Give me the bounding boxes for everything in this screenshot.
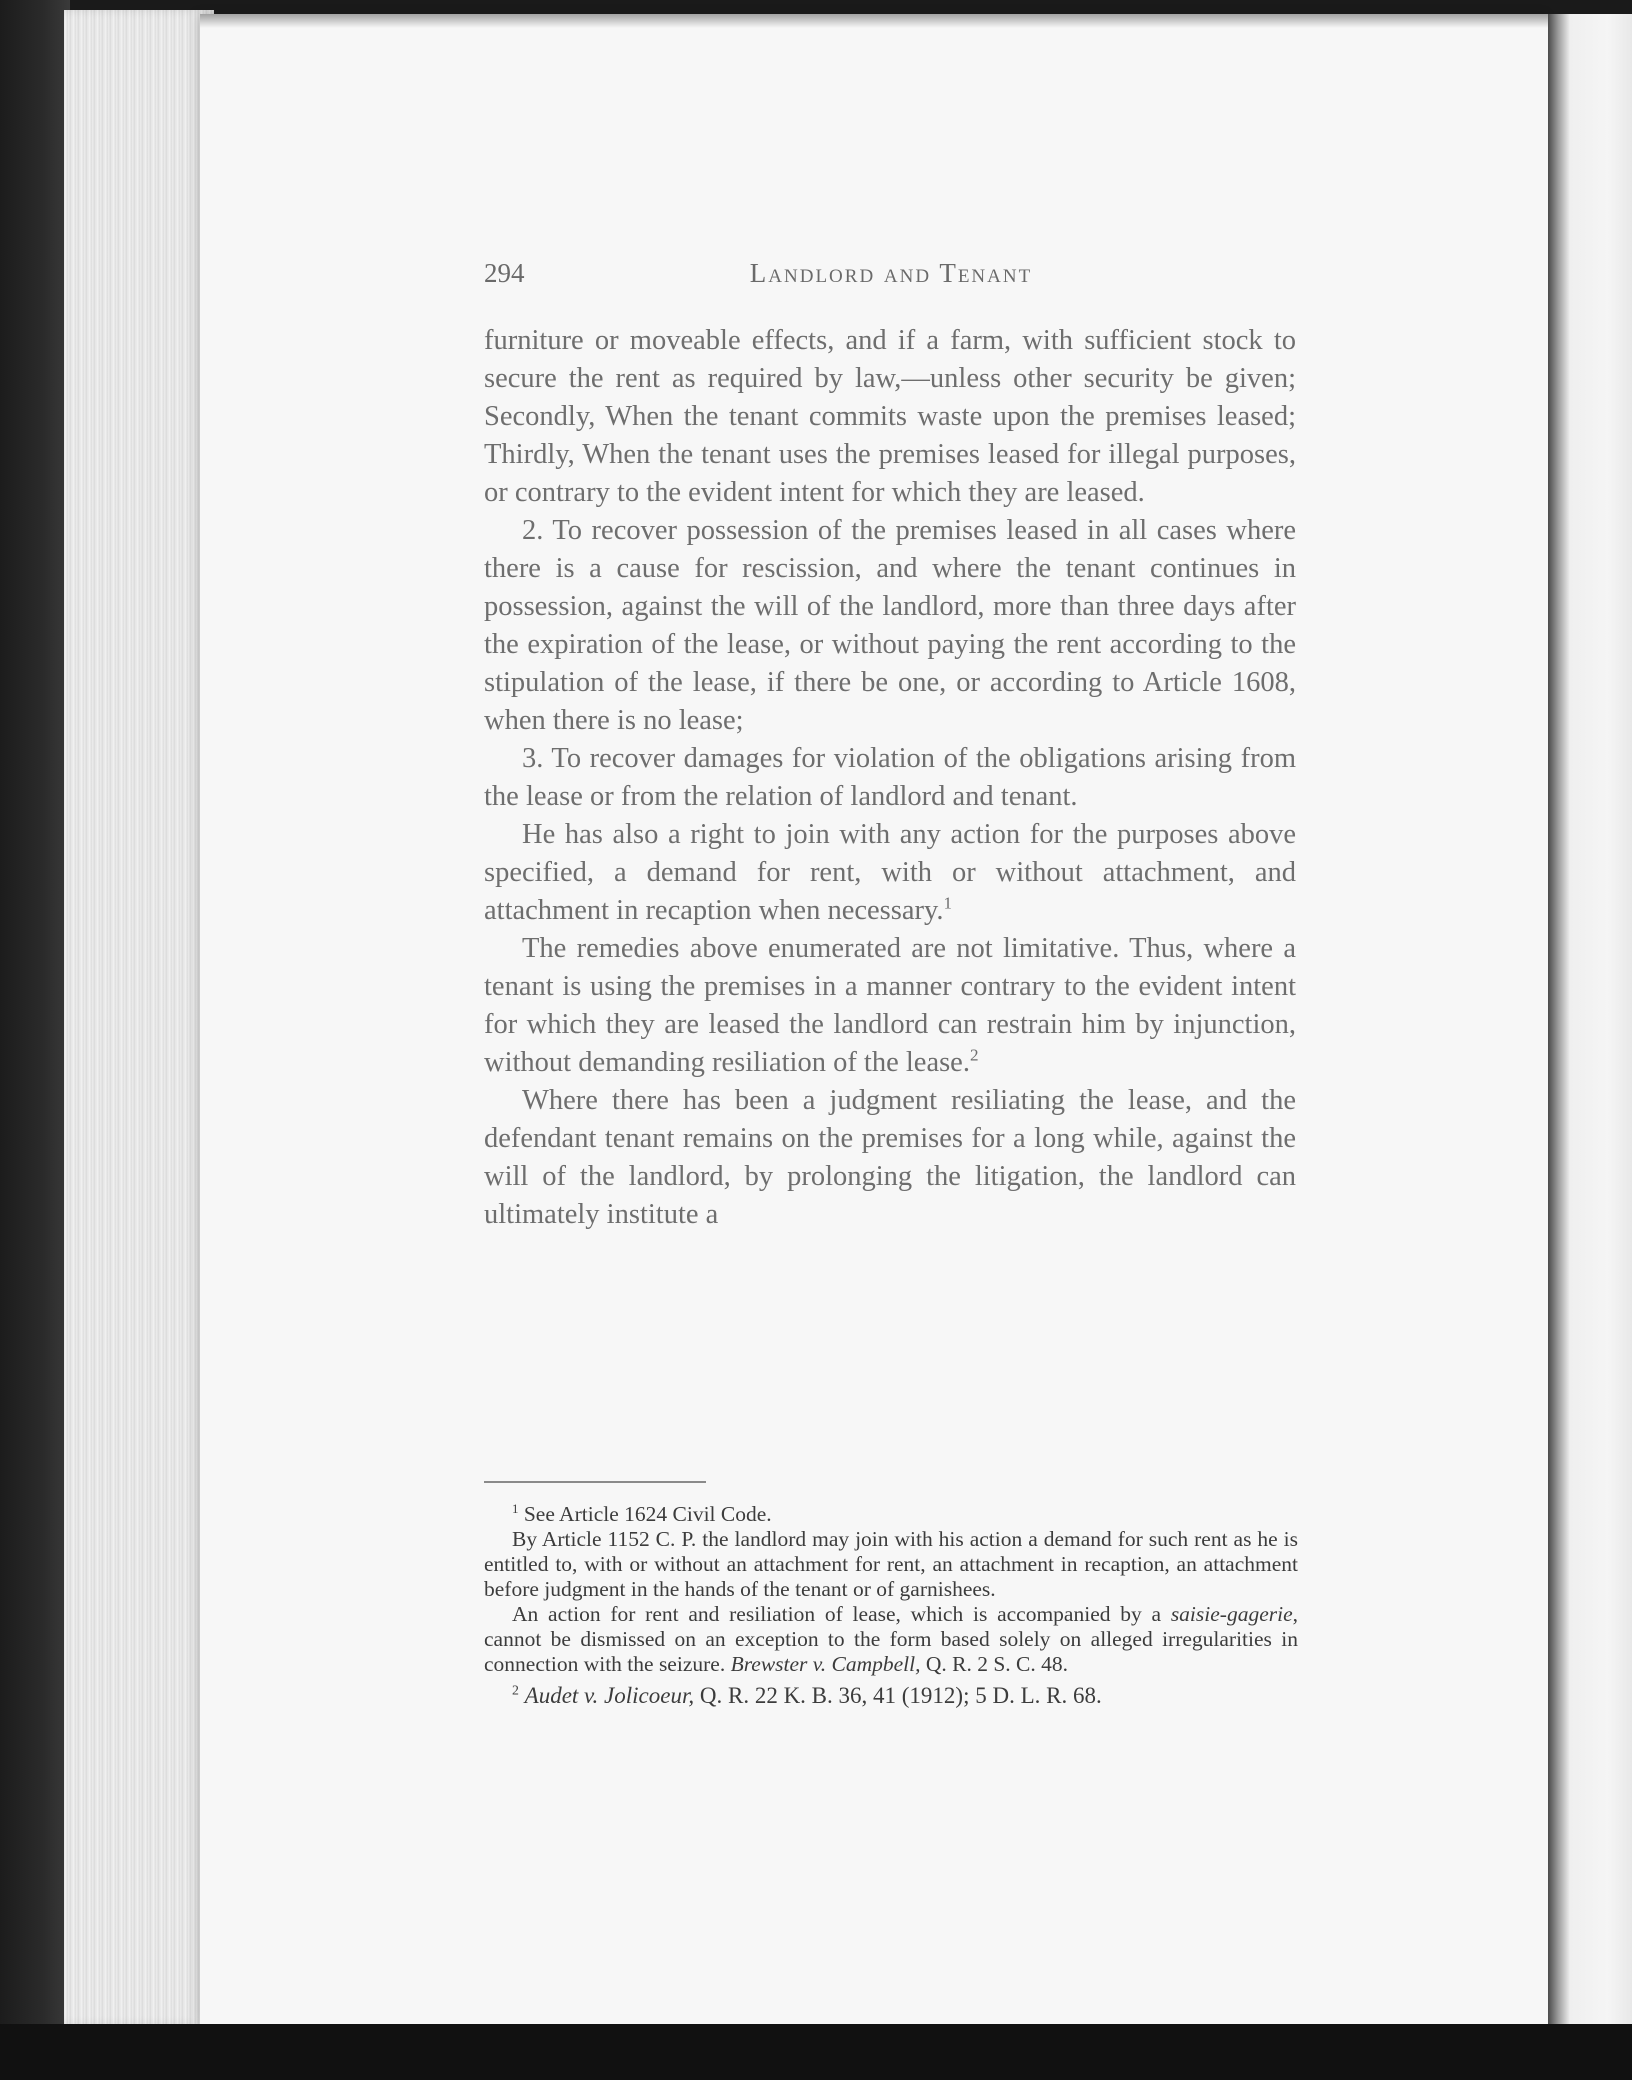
paragraph-continuation: furniture or moveable effects, and if a farm, with sufficient stock to secure the rent as required by law,—unless other security be given; Secondly, When the tenant commits waste upon the premises leased; Thirdly, When the tenant uses the premises leased for illegal purposes, or contrary to the evident intent for which they are leased. — [484, 325, 1296, 508]
book-page-edges — [64, 10, 214, 2025]
paragraph-joinder — [484, 816, 1296, 930]
footnote-2-cite: Q. R. 22 K. B. 36, 41 (1912); 5 D. L. R. 68. — [694, 1683, 1102, 1708]
body-text — [484, 322, 1296, 1234]
footnote-1-para3-b: , cannot be dismissed on an exception to the form based solely on alleged irregularities in connection with the seizure. — [484, 1602, 1298, 1676]
running-header — [484, 258, 1298, 298]
paragraph-judgment: Where there has been a judgment resiliating the lease, and the defendant tenant remains on the premises for a long while, against the will of the landlord, by prolonging the litigation, the landlord can ultimately institute a — [484, 1085, 1296, 1230]
footnote-1-term: saisie-gagerie — [1170, 1602, 1293, 1626]
paragraph-joinder-text: He has also a right to join with any action for the purposes above specified, a demand for rent, with or without attachment, and attachment in recaption when necessary. — [484, 819, 1296, 926]
footnote-1-mark: 1 — [512, 1501, 519, 1516]
footnote-2 — [484, 1681, 1298, 1711]
footnote-1-line1: See Article 1624 Civil Code. — [523, 1502, 772, 1526]
paragraph-remedies — [484, 930, 1296, 1082]
paragraph-item-2: 2. To recover possession of the premises leased in all cases where there is a cause for rescission, and where the tenant continues in possession, against the will of the landlord, more than three days after the expiration of the lease, or without paying the rent according to the stipulation of the lease, if there be one, or according to Article 1608, when there is no lease; — [484, 515, 1296, 736]
footnote-divider — [484, 1481, 706, 1483]
footnotes — [484, 1502, 1298, 1711]
footnote-1-para2: By Article 1152 C. P. the landlord may join with his action a demand for such rent as he is entitled to, with or without an attachment for rent, an attachment in recaption, an attachment before judgment in the hands of the tenant or of garnishees. — [484, 1527, 1298, 1601]
page-top-shadow — [200, 14, 1550, 28]
footnote-ref-1: 1 — [943, 893, 953, 913]
footnote-2-case: Audet v. Jolicoeur, — [524, 1683, 695, 1708]
footnote-1-cite: Q. R. 2 S. C. 48. — [920, 1652, 1069, 1676]
page-number: 294 — [484, 258, 525, 288]
scan-left-border — [0, 0, 70, 2080]
running-title: Landlord and Tenant — [749, 258, 1033, 288]
paragraph-item-3: 3. To recover damages for violation of the obligations arising from the lease or from the relation of landlord and tenant. — [484, 743, 1296, 812]
footnote-1-para3 — [484, 1602, 1298, 1677]
footnote-1-case: Brewster v. Campbell, — [730, 1652, 921, 1676]
footnote-1 — [484, 1502, 1298, 1527]
facing-page-edge — [1548, 14, 1632, 2024]
footnote-2-mark: 2 — [512, 1682, 519, 1698]
footnote-1-para3-a: An action for rent and resiliation of lease, which is accompanied by a — [512, 1602, 1171, 1626]
scan-bottom-border — [0, 2024, 1632, 2080]
footnote-ref-2: 2 — [969, 1045, 979, 1065]
paragraph-remedies-text: The remedies above enumerated are not limitative. Thus, where a tenant is using the premises in a manner contrary to the evident intent for which they are leased the landlord can restrain him by injunction, without demanding resiliation of the lease. — [484, 933, 1296, 1078]
